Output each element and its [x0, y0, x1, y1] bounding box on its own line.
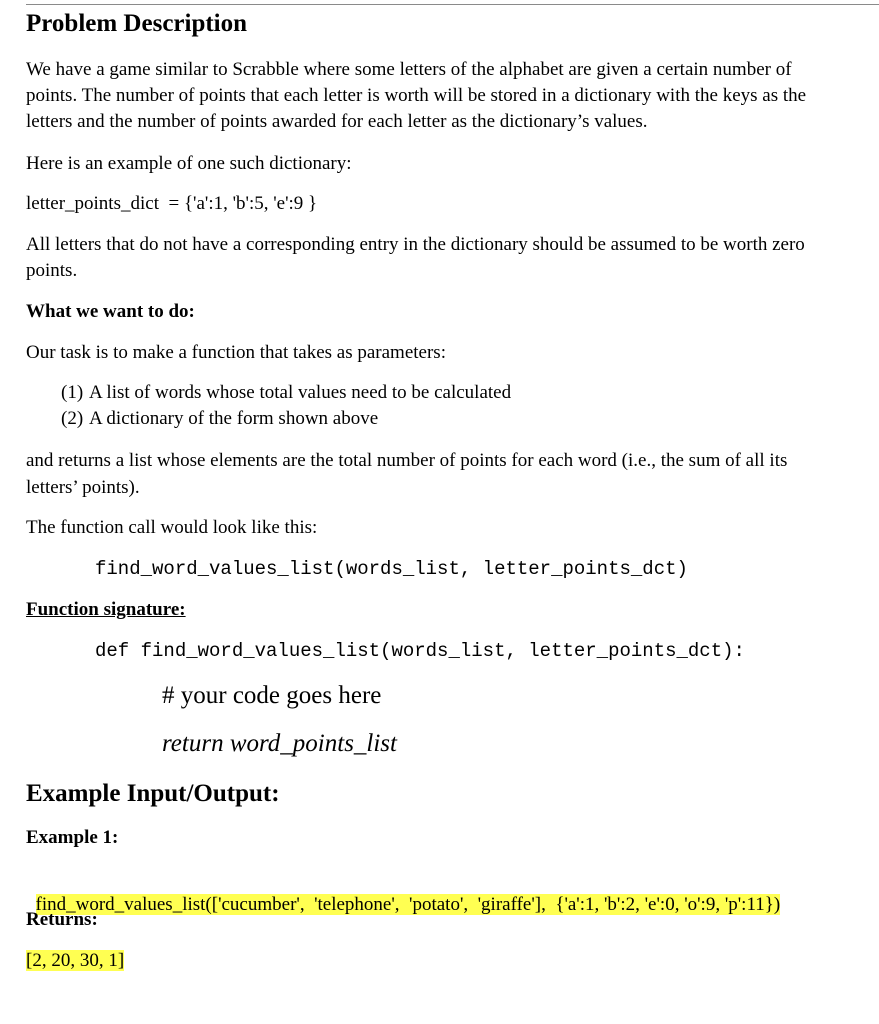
example-dict: letter_points_dict = {'a':1, 'b':5, 'e':9 }	[26, 193, 318, 214]
param-item-2	[61, 406, 378, 432]
code-return: return word_points_list	[162, 730, 397, 757]
returns-label: Returns:	[26, 909, 98, 930]
top-rule	[26, 4, 879, 5]
zero-note-line-1: All letters that do not have a corresponding entry in the dictionary should be assumed to be worth zero	[26, 234, 805, 255]
zero-note-line-2: points.	[26, 260, 78, 281]
task-intro: Our task is to make a function that takes as parameters:	[26, 342, 446, 363]
example-dict-intro: Here is an example of one such dictionary:	[26, 153, 352, 174]
code-comment: # your code goes here	[162, 682, 382, 709]
param-text: A list of words whose total values need to be calculated	[89, 382, 512, 403]
param-text: A dictionary of the form shown above	[89, 408, 379, 429]
call-intro: The function call would look like this:	[26, 517, 318, 538]
page-title: Problem Description	[26, 10, 248, 37]
signature-heading: Function signature:	[26, 599, 186, 620]
example1-output-text: [2, 20, 30, 1]	[26, 950, 125, 971]
signature-code: def find_word_values_list(words_list, letter_points_dct):	[95, 640, 745, 662]
param-number: (2)	[61, 408, 84, 429]
intro-line-3: letters and the number of points awarded for each letter as the dictionary’s values.	[26, 111, 648, 132]
example-heading: Example Input/Output:	[26, 780, 280, 807]
example1-call	[26, 866, 780, 918]
param-item-1	[61, 380, 511, 406]
intro-line-2: points. The number of points that each letter is worth will be stored in a dictionary with the keys as the	[26, 85, 807, 106]
call-code: find_word_values_list(words_list, letter_points_dct)	[95, 558, 688, 580]
returns-desc-line-2: letters’ points).	[26, 477, 140, 498]
example1-output	[26, 948, 124, 974]
param-number: (1)	[61, 382, 84, 403]
returns-desc-line-1: and returns a list whose elements are the total number of points for each word (i.e., the sum of all its	[26, 450, 788, 471]
example1-call-text: find_word_values_list(['cucumber', 'telephone', 'potato', 'giraffe'], {'a':1, 'b':2, 'e':0, 'o':9, 'p':11})	[35, 894, 781, 915]
example1-label: Example 1:	[26, 827, 119, 848]
intro-line-1: We have a game similar to Scrabble where some letters of the alphabet are given a certain number of	[26, 59, 792, 80]
want-heading: What we want to do:	[26, 301, 195, 322]
